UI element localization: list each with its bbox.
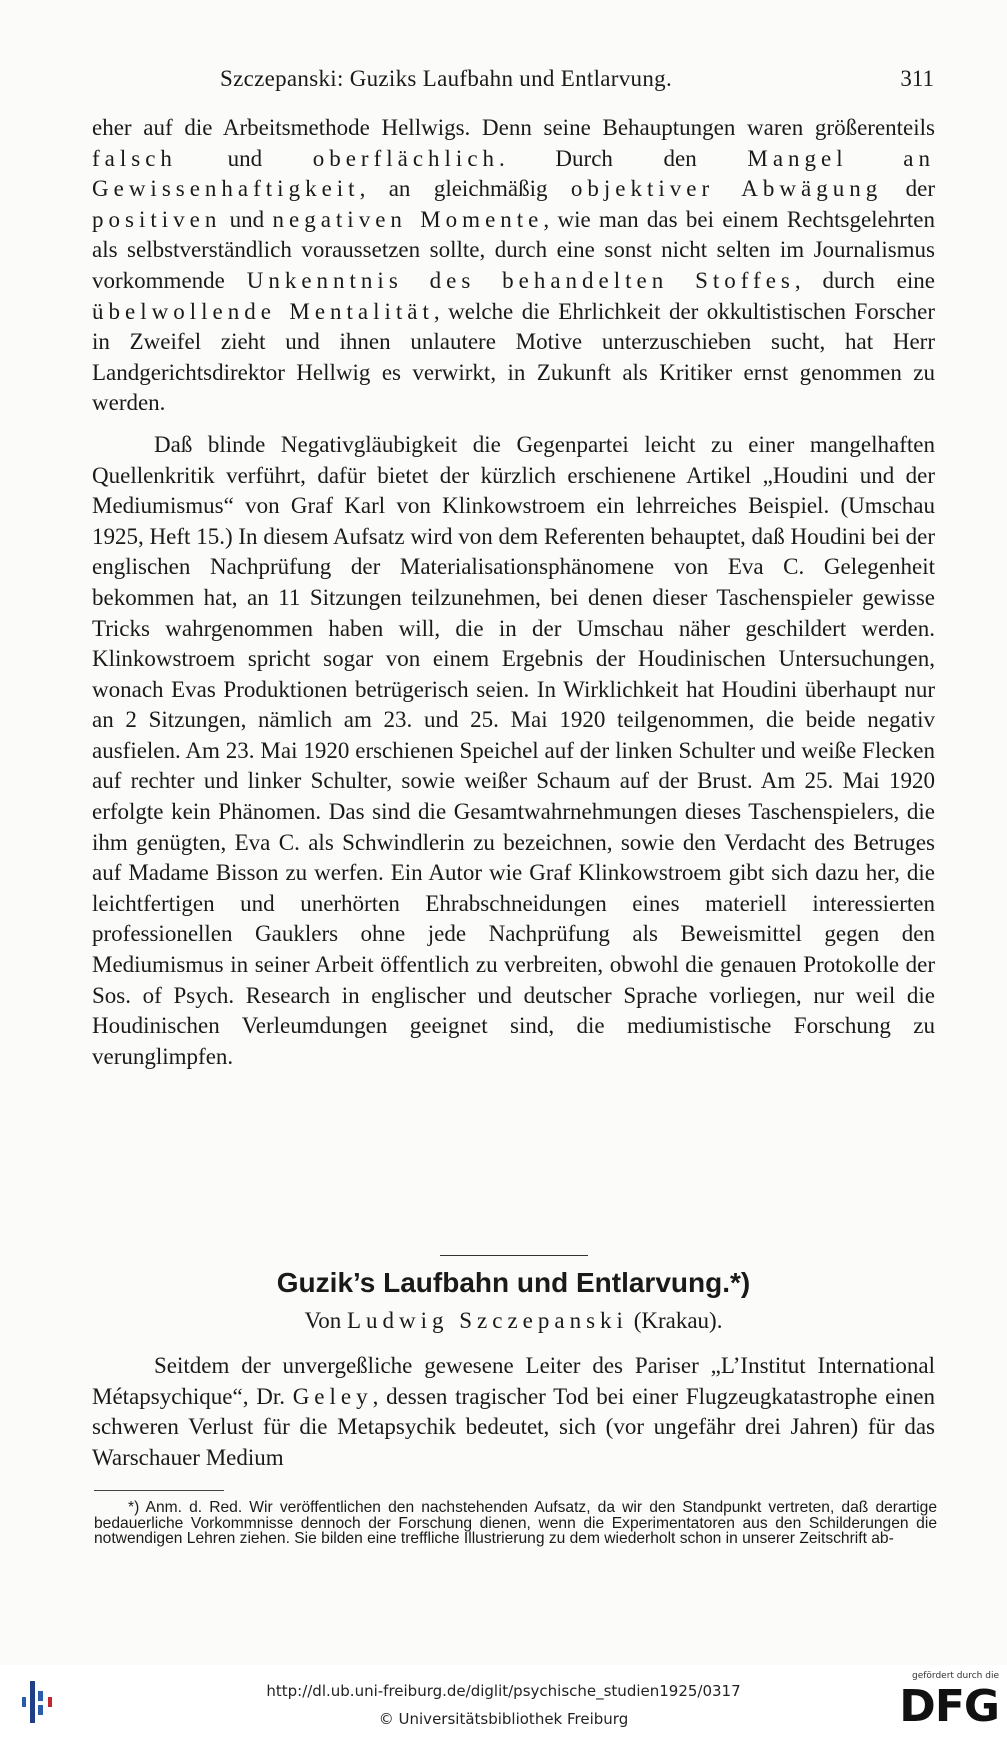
spaced-emphasis: Unkenntnis des behandelten Stoffes <box>246 267 795 293</box>
author-name: Ludwig Szczepanski <box>346 1308 628 1333</box>
article-author <box>92 1308 935 1334</box>
text-run: und <box>176 145 313 171</box>
spaced-emphasis: oberflächlich <box>312 145 500 171</box>
text-run: eher auf die Arbeitsmethode Hellwigs. Denn seine Behauptungen waren größerenteils <box>92 115 935 140</box>
viewer-footer <box>0 1665 1007 1738</box>
page-number: 311 <box>900 66 934 91</box>
dfg-logo <box>887 1671 999 1733</box>
article-paragraph-1 <box>92 1351 935 1473</box>
text-run: der <box>882 176 935 202</box>
article-text <box>92 1351 935 1473</box>
text-run: , an gleichmäßig <box>359 176 571 202</box>
spaced-emphasis: übelwollende Mentalität <box>92 298 434 324</box>
text-run: , wie man das bei einem Rechtsgelehrten als selbstverständlich voraussetzen sollte, durch eine sonst nicht selten im Journalismus vorkommende <box>92 206 936 293</box>
spaced-emphasis: objektiver Abwägung <box>570 176 883 202</box>
text-run: , dessen tragischer Tod bei einer Flugzeugkatastrophe einen schweren Verlust für die Metapsychik bedeutet, sich (vor ungefähr drei Jahren) für das Warschauer Medium <box>92 1383 935 1470</box>
article-title: Guzik’s Laufbahn und Entlarvung.*) <box>276 1267 751 1298</box>
text-run: und <box>221 206 273 232</box>
text-run: . Durch den <box>499 145 748 171</box>
section-divider <box>440 1255 588 1256</box>
spaced-emphasis: falsch <box>92 145 177 171</box>
footnote <box>94 1500 937 1547</box>
dfg-mark: DFG <box>899 1681 999 1732</box>
permalink-url[interactable]: http://dl.ub.uni-freiburg.de/diglit/psychische_studien1925/0317 <box>266 1682 741 1700</box>
dfg-caption: gefördert durch die <box>912 1671 999 1681</box>
spaced-emphasis: Geley <box>292 1383 373 1409</box>
spaced-emphasis: positiven <box>92 206 222 232</box>
main-text <box>92 113 935 1072</box>
text-run: , durch eine <box>794 267 935 293</box>
footnote-text: *) Anm. d. Red. Wir veröffentlichen den nachstehenden Aufsatz, da wir den Standpunkt vertreten, daß derartige bedauerliche Vorkommnisse dennoch der Forschung dienen, wenn die Experimentatoren aus den Schilderungen die notwendigen Lehren ziehen. Sie bilden eine treffliche Illustrierung zu dem wiederholt schon in unserer Zeitschrift ab- <box>94 1499 937 1547</box>
copyright-notice: © Universitätsbibliothek Freiburg <box>378 1710 629 1728</box>
author-suffix: (Krakau). <box>627 1308 723 1333</box>
running-title: Szczepanski: Guziks Laufbahn und Entlarvung. <box>220 66 672 91</box>
paragraph-2: Daß blinde Negativgläubigkeit die Gegenpartei leicht zu einer mangelhaften Quellenkritik verführt, dafür bietet der kürzlich erschienene Artikel „Houdini und der Mediumismus“ von Graf Karl von Klinkowstroem ein lehrreiches Beispiel. (Umschau 1925, Heft 15.) In diesem Aufsatz wird von dem Referenten behauptet, daß Houdini bei der englischen Nachprüfung der Materialisationsphänomene von Eva C. Gelegenheit bekommen hat, an 11 Sitzungen teilzunehmen, bei denen dieser Taschenspieler gewisse Tricks wahrgenommen haben will, die in der Umschau näher geschildert werden. Klinkowstroem spricht sogar von einem Ergebnis der Houdinischen Untersuchungen, wonach Evas Produktionen betrügerisch seien. In Wirklichkeit hat Houdini überhaupt nur an 2 Sitzungen, nämlich am 23. und 25. Mai 1920 teilgenommen, die beide negativ ausfielen. Am 23. Mai 1920 erschienen Speichel auf der linken Schulter und weiße Flecken auf rechter und linker Schulter, sowie weißer Schaum auf der Brust. Am 25. Mai 1920 erfolgte kein Phänomen. Das sind die Gesamtwahrnehmungen dieses Taschenspielers, die ihm genügten, Eva C. als Schwindlerin zu bezeichnen, sowie den Verdacht des Betruges auf Madame Bisson zu werfen. Ein Autor wie Graf Klinkowstroem gibt sich dazu her, die leichtfertigen und unerhörten Ehrabschneidungen eines materiell interessierten professionellen Gauklers ohne jede Nachprüfung als Beweismittel gegen den Mediumismus in seiner Arbeit öffentlich zu verbreiten, obwohl die genauen Protokolle der Sos. of Psych. Research in englischer und deutscher Sprache vorliegen, nur weil die Houdinischen Verleumdungen geeignet sind, die mediumistische Forschung zu verunglimpfen. <box>92 431 935 1069</box>
text-run: , welche die Ehrlichkeit der okkultistischen Forscher in Zweifel zieht und ihnen unlautere Motive unterzuschieben sucht, hat Herr Landgerichtsdirektor Hellwig es verwirkt, in Zukunft als Kritiker ernst genommen zu werden. <box>92 298 935 416</box>
running-head <box>90 66 934 96</box>
paragraph-1 <box>92 113 935 419</box>
footnote-rule <box>94 1490 224 1491</box>
spaced-emphasis: negativen Momente <box>272 206 544 232</box>
spaced-emphasis: Mangel an Gewissenhaftigkeit <box>92 145 935 202</box>
text-run: Seitdem der unvergeßliche gewesene Leiter des Pariser „L’Institut International Métapsychique“, Dr. <box>92 1353 935 1409</box>
author-prefix: Von <box>304 1308 347 1333</box>
